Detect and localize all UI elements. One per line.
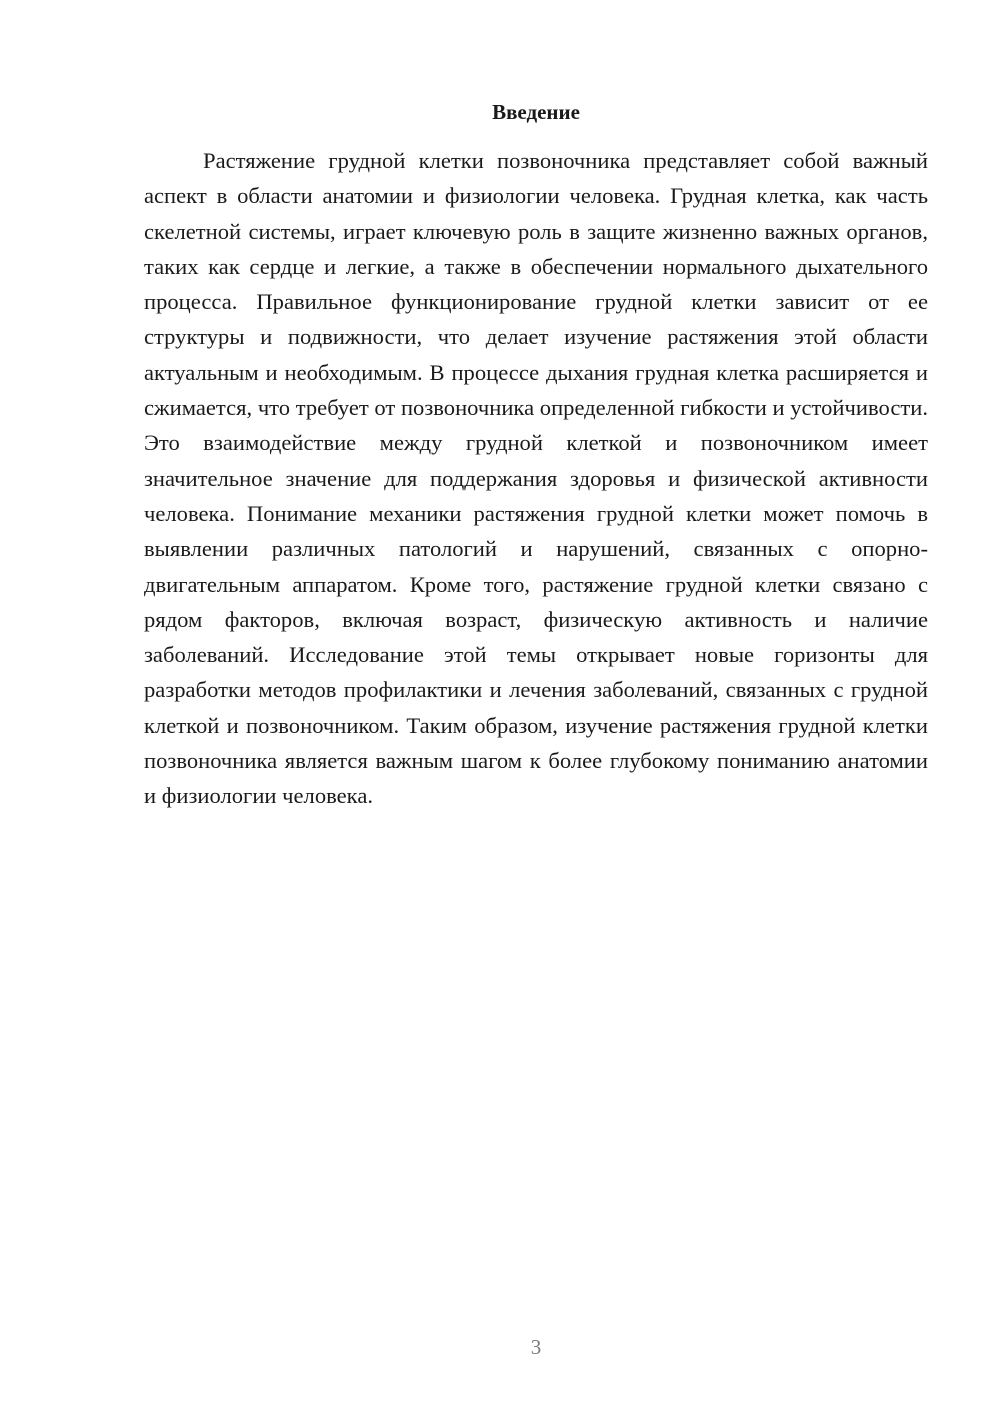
body-paragraph: Растяжение грудной клетки позвоночника представляет собой важный аспект в области анатомии и физиологии человека. Грудная клетка, как часть скелетной системы, играет ключевую роль в защите жизненно важных органов, таких как сердце и легкие, а также в обеспечении нормального дыхательного процесса. Правильное функционирование грудной клетки зависит от ее структуры и подвижности, что делает изучение растяжения этой области актуальным и необходимым. В процессе дыхания грудная клетка расширяется и сжимается, что требует от позвоночника определенной гибкости и устойчивости. Это взаимодействие между грудной клеткой и позвоночником имеет значительное значение для поддержания здоровья и физической активности человека. Понимание механики растяжения грудной клетки может помочь в выявлении различных патологий и нарушений, связанных с опорно-двигательным аппаратом. Кроме того, растяжение грудной клетки связано с рядом факторов, включая возраст, физическую активность и наличие заболеваний. Исследование этой темы открывает новые горизонты для разработки методов профилактики и лечения заболеваний, связанных с грудной клеткой и позвоночником. Таким образом, изучение растяжения грудной клетки позвоночника является важным шагом к более глубокому пониманию анатомии и физиологии человека. <box>144 148 928 809</box>
section-heading: Введение <box>492 100 580 124</box>
page-number: 3 <box>530 1335 542 1359</box>
